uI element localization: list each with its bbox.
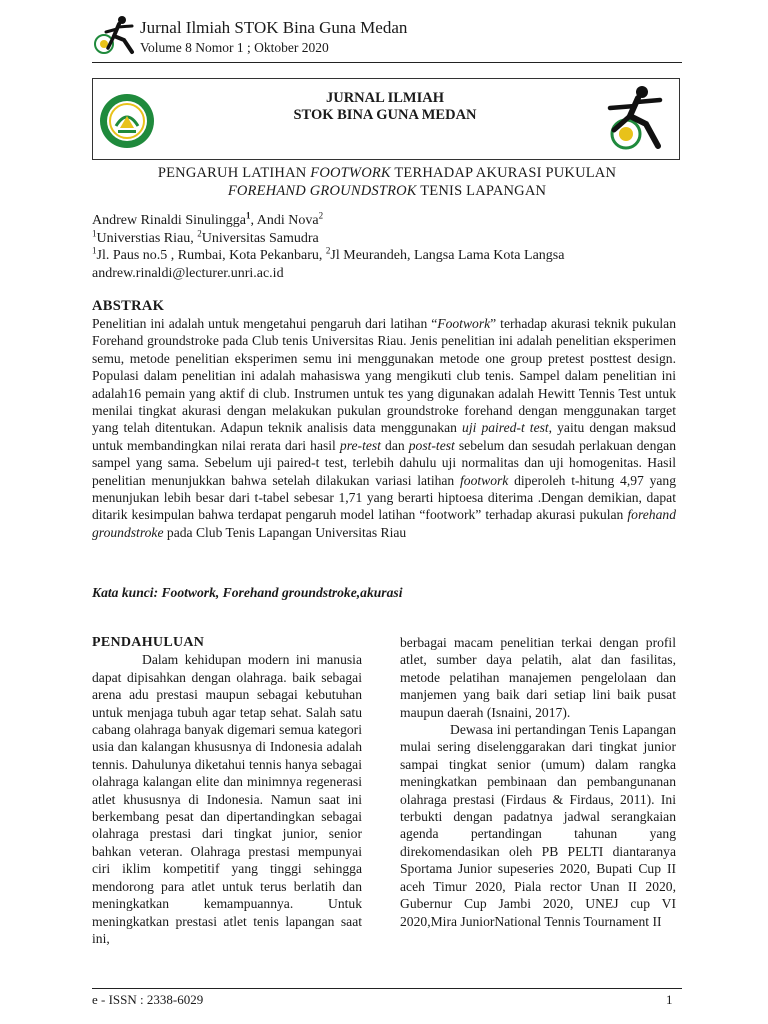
- page-number: 1: [666, 992, 673, 1007]
- title-text: TERHADAP AKURASI PUKULAN: [390, 165, 617, 181]
- affiliation: Universtias Riau,: [96, 230, 198, 246]
- footer-rule: [92, 988, 682, 989]
- abstract-italic: forehand groundstroke: [92, 507, 676, 540]
- abstract-text: dan: [380, 437, 409, 453]
- abstract-text: pada Club Tenis Lapangan Universitas Riau: [163, 524, 407, 540]
- address: Jl. Paus no.5 , Rumbai, Kota Pekanbaru,: [96, 248, 326, 263]
- address: Jl Meurandeh, Langsa Lama Kota Langsa: [330, 248, 565, 263]
- affiliation-line: [92, 227, 682, 248]
- section-heading: PENDAHULUAN: [92, 635, 205, 650]
- abstract-italic: pre-test: [339, 437, 381, 453]
- title-text: TENIS LAPANGAN: [416, 183, 547, 199]
- title-italic: FOREHAND GROUNDSTROK: [227, 183, 417, 199]
- abstract-italic: uji paired-t test: [462, 420, 549, 436]
- addr-sup: 2: [325, 245, 331, 256]
- intro-column-right: [400, 634, 676, 930]
- abstract-italic: post-test: [408, 437, 455, 453]
- author-sup: 1: [246, 210, 251, 221]
- author-email: andrew.rinaldi@lecturer.unri.ac.id: [92, 265, 284, 281]
- author-name: , Andi Nova: [250, 213, 319, 228]
- abstract-body: [92, 315, 676, 541]
- aff-sup: 1: [92, 227, 97, 238]
- runner-logo-icon: [92, 14, 142, 58]
- author-sup: 2: [318, 210, 324, 221]
- author-line: [92, 212, 682, 230]
- abstract-text: Penelitian ini adalah untuk mengetahui pengaruh dari latihan “: [92, 316, 438, 331]
- addr-sup: 1: [92, 245, 97, 256]
- article-title: [92, 164, 682, 200]
- banner-title-line2: STOK BINA GUNA MEDAN: [293, 107, 477, 123]
- keywords: Kata kunci: Footwork, Forehand groundstroke,akurasi: [92, 585, 403, 600]
- title-text: PENGARUH LATIHAN: [157, 165, 311, 181]
- banner-title-line1: JURNAL ILMIAH: [325, 90, 445, 106]
- abstract-text: sebelum dan sesudah perlakuan dengan sampel yang sama. Sebelum uji paired-t test, terlebih dahulu uji normalitas dan uji homogenitas. Hasil penelitian menunjukkan bahwa setelah dilakukan variasi latihan: [92, 437, 676, 488]
- paragraph: Dalam kehidupan modern ini manusia dapat dipisahkan dengan olahraga. baik sebagai arena adu prestasi maupun sebagai kebutuhan untuk menjaga tubuh agar tetap sehat. Salah satu cabang olahraga banyak digemari semua kategori usia dan kalangan khususnya di Indonesia adalah tennis. Dahulunya diketahui tennis hanya sebagai olahraga kalangan elite dan minimnya regenerasi atlet khususnya di Indonesia. Namun saat ini berkembang pesat dan dipertandingkan sebagai olahraga prestasi dari tingkat junior, senior bahkan veteran. Olahraga prestasi mempunyai ciri iklim kompetitif yang tinggi sehingga mendorong para atlet untuk terus berlatih dan meningkatkan kemampuannya. Untuk meningkatkan prestasi atlet tenis lapangan saat ini,: [92, 652, 362, 946]
- paragraph: Dewasa ini pertandingan Tenis Lapangan mulai sering diselenggarakan dari tingkat junior sampai tingkat senior (umum) dalam rangka meningkatkan pembinaan dan pembangunanan olahraga prestasi (Firdaus & Firdaus, 2011). Ini terbukti dengan padatnya jadwal serangkaian agenda pertandingan tahunan yang direkomendasikan oleh PB PELTI diantaranya Sportama Junior supeseries 2020, Bupati Cup II aceh Timur 2020, Piala rector Unan II 2020, Gubernur Cup Jambi 2020, UNEJ cup VI 2020,Mira JuniorNational Tennis Tournament II: [400, 722, 676, 929]
- paragraph: berbagai macam penelitian terkai dengan profil atlet, sumber daya pelatih, alat dan fasilitas, metode pelatihan manajemen pengelolaan dan manjemen yang baik dari setiap lini baik pusat maupun daerah (Isnaini, 2017).: [400, 635, 676, 720]
- runner-figure-icon: [590, 84, 674, 156]
- journal-name: Jurnal Ilmiah STOK Bina Guna Medan: [140, 18, 408, 37]
- abstract-italic: footwork: [460, 472, 509, 488]
- banner-title: [200, 90, 570, 124]
- address-line: [92, 247, 682, 265]
- aff-sup: 2: [197, 227, 202, 238]
- article-title-line2: [92, 182, 682, 200]
- abstract-heading: ABSTRAK: [92, 298, 165, 314]
- affiliation: Universitas Samudra: [201, 230, 319, 246]
- abstract-text: , yaitu dengan maksud untuk membandingkan nilai rerata dari hasil: [92, 420, 676, 453]
- abstract-text: diperoleh t-hitung 4,97 yang menunjukan lebih besar dari t-tabel sebesar 1,71 yang berarti hiptoesa diterima .Dengan demikian, dapat ditarik kesimpulan bahwa terdapat pengaruh model latihan “footwork” terhadap akurasi pukulan: [92, 472, 676, 523]
- abstract-text: ” terhadap akurasi teknik pukulan Forehand groundstroke pada Club tenis Universitas Riau. Jenis penelitian ini adalah penelitian eksperimen semu, metode penelitian eksperimen semu ini menggunakan metode one group pretest posttest design. Populasi dalam penelitian ini adalah mahasiswa yang mengikuti club tenis. Sampel dalam penelitian ini adalah16 pemain yang aktif di club. Instrumen untuk tes yang digunakan adalah Hewitt Tennis Test untuk menilai tingkat akurasi dengan melakukan pukulan groundstroke forehand dengan menggunakan target yang telah ditentukan. Adapun teknik analisis data menggunakan: [92, 316, 676, 436]
- author-name: Andrew Rinaldi Sinulingga: [92, 213, 246, 228]
- article-title-line1: [92, 164, 682, 182]
- header-rule: [92, 62, 682, 63]
- footer-issn: e - ISSN : 2338-6029: [92, 992, 204, 1007]
- author-block: [92, 212, 682, 282]
- intro-column-left: [92, 634, 362, 947]
- abstract-italic: Footwork: [437, 316, 491, 331]
- journal-volume: Volume 8 Nomor 1 ; Oktober 2020: [140, 40, 329, 55]
- title-italic: FOOTWORK: [310, 165, 391, 181]
- stok-seal-icon: [98, 92, 156, 150]
